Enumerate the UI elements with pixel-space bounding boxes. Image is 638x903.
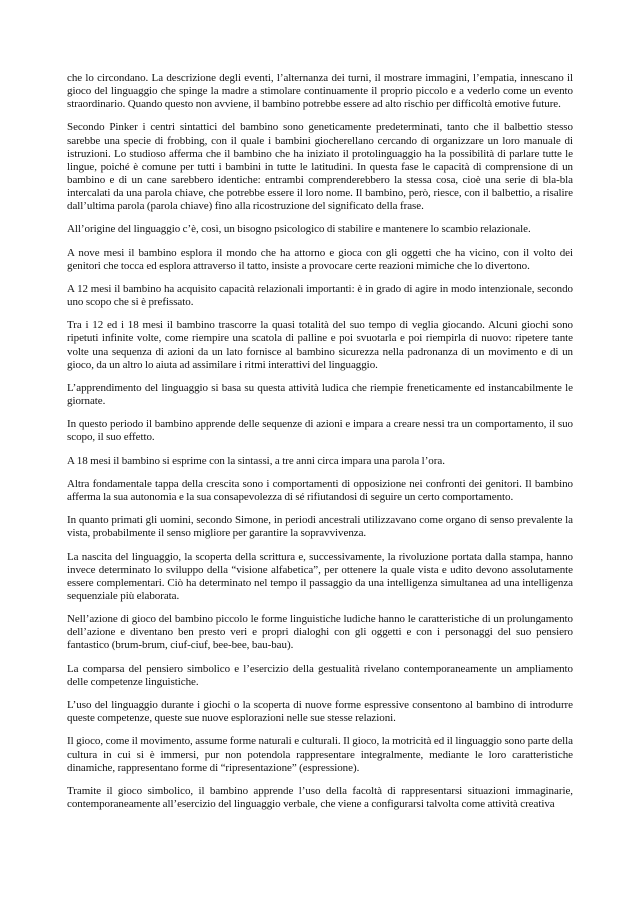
paragraph: A 18 mesi il bambino si esprime con la sintassi, a tre anni circa impara una parola l’ora. (67, 454, 445, 467)
paragraph: L’apprendimento del linguaggio si basa su questa attività ludica che riempie freneticamente ed instancabilmente le giornate. (67, 381, 573, 407)
paragraph: A nove mesi il bambino esplora il mondo che ha attorno e gioca con gli oggetti che ha vicino, con il volto dei genitori che tocca ed esplora attraverso il tatto, insiste a provocare certe reazioni mimiche che lo divertono. (67, 246, 573, 272)
paragraph: In quanto primati gli uomini, secondo Simone, in periodi ancestrali utilizzavano come organo di senso prevalente la vista, probabilmente il senso migliore per garantire la sopravvivenza. (67, 514, 573, 540)
paragraph: A 12 mesi il bambino ha acquisito capacità relazionali importanti: è in grado di agire in modo intenzionale, secondo uno scopo che si è prefissato. (67, 282, 573, 309)
document-page (67, 72, 573, 821)
paragraph: La comparsa del pensiero simbolico e l’esercizio della gestualità rivelano contemporaneamente un ampliamento delle competenze linguistiche. (67, 662, 573, 688)
paragraph: La nascita del linguaggio, la scoperta della scrittura e, successivamente, la rivoluzione portata dalla stampa, hanno invece determinato lo sviluppo della “visione alfabetica”, per ottenere la quale vista e udito devono assolutamente essere complementari. Ciò ha determinato nel tempo il passaggio da una intelligenza simultanea ad una intelligenza sequenziale più elaborata. (67, 550, 573, 602)
paragraph: Tramite il gioco simbolico, il bambino apprende l’uso della facoltà di rappresentarsi situazioni immaginarie, contemporaneamente all’esercizio del linguaggio verbale, che viene a configurarsi talvolta come attività creativa (67, 784, 573, 811)
paragraph: Il gioco, come il movimento, assume forme naturali e culturali. Il gioco, la motricità ed il linguaggio sono parte della cultura in cui si è immersi, pur non potendola rappresentare integralmente, mediante le loro caratteristiche dinamiche, rappresentano forme di “ripresentazione” (espressione). (67, 735, 573, 774)
paragraph: Tra i 12 ed i 18 mesi il bambino trascorre la quasi totalità del suo tempo di veglia giocando. Alcuni giochi sono ripetuti infinite volte, come riempire una scatola di palline e poi svuotarla e poi riempirla di nuovo: ripetere tante volte una sequenza di azioni da un lato fornisce al bambino sicurezza nella padronanza di un movimento e di un gioco, da un altro lo aiuta ad assimilare i ritmi interattivi del linguaggio. (67, 319, 573, 371)
paragraph: L’uso del linguaggio durante i giochi o la scoperta di nuove forme espressive consentono al bambino di introdurre queste competenze, queste sue nuove esplorazioni nelle sue stesse relazioni. (67, 699, 573, 725)
paragraph: Altra fondamentale tappa della crescita sono i comportamenti di opposizione nei confronti dei genitori. Il bambino afferma la sua autonomia e la sua consapevolezza di sé rifiutandosi di seguire un certo comportamento. (67, 477, 573, 504)
paragraph: che lo circondano. La descrizione degli eventi, l’alternanza dei turni, il mostrare immagini, l’empatia, innescano il gioco del linguaggio che spinge la madre a stimolare continuamente il proprio piccolo e a vederlo come un evento straordinario. Quando questo non avviene, il bambino potrebbe essere ad alto rischio per difficoltà emotive future. (67, 72, 573, 111)
paragraph: Secondo Pinker i centri sintattici del bambino sono geneticamente predeterminati, tanto che il balbettio stesso sarebbe una specie di frobbing, con il quale i bambini giocherellano cercando di organizzare un loro manuale di istruzioni. Lo studioso afferma che il bambino che ha iniziato il protolinguaggio ha la possibilità di parlare tutte le lingue, poiché è comune per tutti i bambini in tutte le latitudini. In questa fase le capacità di comprensione di un bambino e di un cane sarebbero identiche: entrambi comprenderebbero la stessa cosa, cioè una serie di bla-bla intercalati da una parola chiave, che potrebbe essere il loro nome. Il bambino, però, riesce, con il balbettio, a risalire dall’ultima parola (parola chiave) fino alla ricostruzione del significato della frase. (67, 121, 573, 213)
paragraph: In questo periodo il bambino apprende delle sequenze di azioni e impara a creare nessi tra un comportamento, il suo scopo, il suo effetto. (67, 418, 573, 444)
paragraph: All’origine del linguaggio c’è, così, un bisogno psicologico di stabilire e mantenere lo scambio relazionale. (67, 223, 531, 236)
paragraph: Nell’azione di gioco del bambino piccolo le forme linguistiche ludiche hanno le caratteristiche di un prolungamento dell’azione e diventano ben presto veri e propri dialoghi con gli oggetti e con i personaggi del suo pensiero fantastico (brum-brum, ciuf-ciuf, bee-bee, bau-bau). (67, 613, 573, 652)
